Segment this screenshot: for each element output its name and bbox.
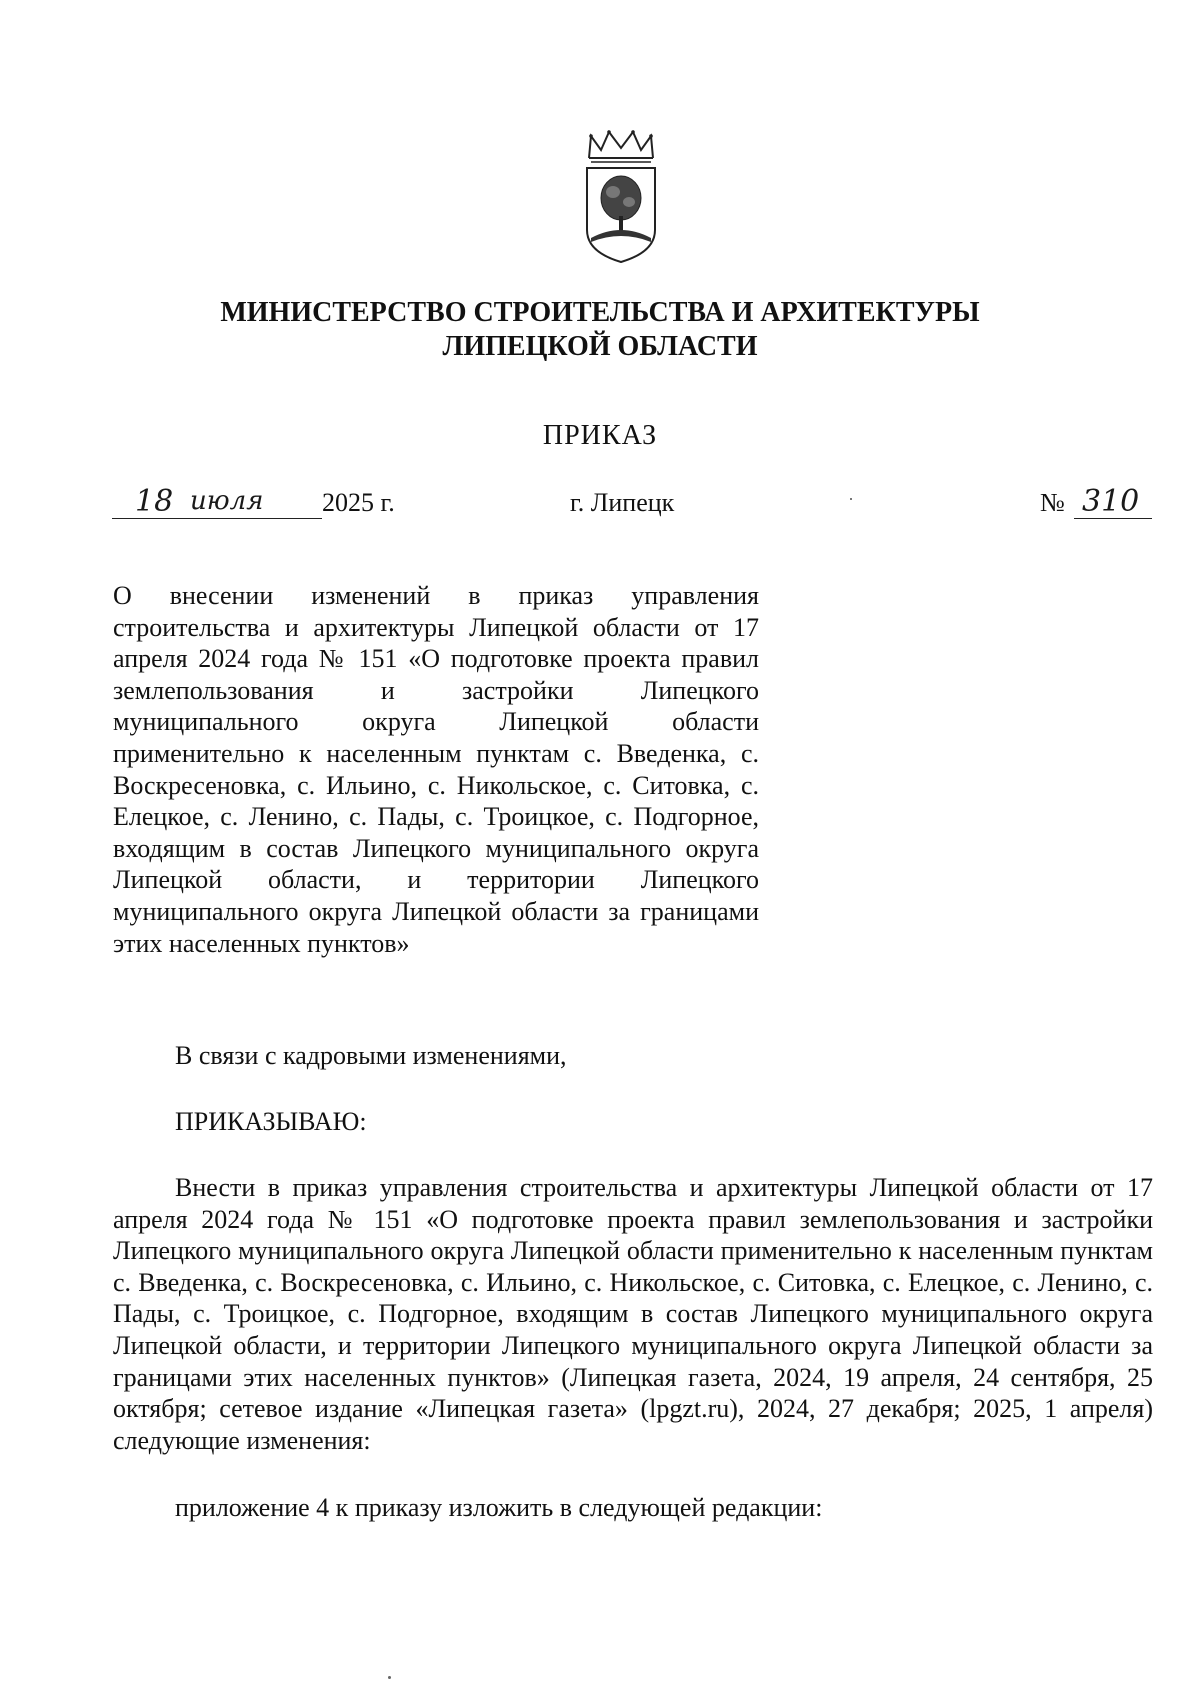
handwritten-date-day: 18 [135,484,174,519]
ministry-name-line-1: МИНИСТЕРСТВО СТРОИТЕЛЬСТВА И АРХИТЕКТУРЫ [220,297,980,328]
date-year: 2025 г. [322,488,395,517]
ministry-name [200,296,1000,364]
order-main-text: Внести в приказ управления строительства и архитектуры Липецкой области от 17 апреля 2024 года № 151 «О подготовке проекта правил землепользования и застройки Липецкого муниципального округа Липецкой области применительно к населенным пунктам с. Введенка, с. Воскресеновка, с. Ильино, с. Никольское, с. Ситовка, с. Елецкое, с. Ленино, с. Пады, с. Троицкое, с. Подгорное, входящим в состав Липецкого муниципального округа Липецкой области, и территории Липецкого муниципального округа Липецкой области за границами этих населенных пунктов» (Липецкая газета, 2024, 19 апреля, 24 сентября, 25 октября; сетевое издание «Липецкая газета» (lpgzt.ru), 2024, 27 декабря; 2025, 1 апреля) следующие изменения: [113,1173,1153,1455]
handwritten-order-number: 310 [1082,484,1140,519]
coat-of-arms-icon [583,130,659,265]
document-type-title: ПРИКАЗ [542,420,658,451]
order-annex-text: приложение 4 к приказу изложить в следующей редакции: [175,1493,823,1522]
order-basis: В связи с кадровыми изменениями, [175,1041,567,1070]
order-subject: О внесении изменений в приказ управления строительства и архитектуры Липецкой области от 17 апреля 2024 года № 151 «О подготовке проекта правил землепользования и застройки Липецкого муниципального округа Липецкой области применительно к населенным пунктам с. Введенка, с. Воскресеновка, с. Ильино, с. Никольское, с. Ситовка, с. Елецкое, с. Ленино, с. Пады, с. Троицкое, с. Подгорное, входящим в состав Липецкого муниципального округа Липецкой области, и территории Липецкого муниципального округа Липецкой области за границами этих населенных пунктов» [113,581,759,958]
scan-speck-bottom [388,1676,391,1679]
city-name: г. Липецк [570,488,675,517]
scan-speck [850,498,852,500]
number-sign: № [1040,488,1065,517]
date-city-number-row [0,484,1200,528]
ministry-name-line-2: ЛИПЕЦКОЙ ОБЛАСТИ [442,331,758,362]
handwritten-date-month: июля [190,486,264,516]
order-directive-word: ПРИКАЗЫВАЮ: [175,1107,367,1136]
